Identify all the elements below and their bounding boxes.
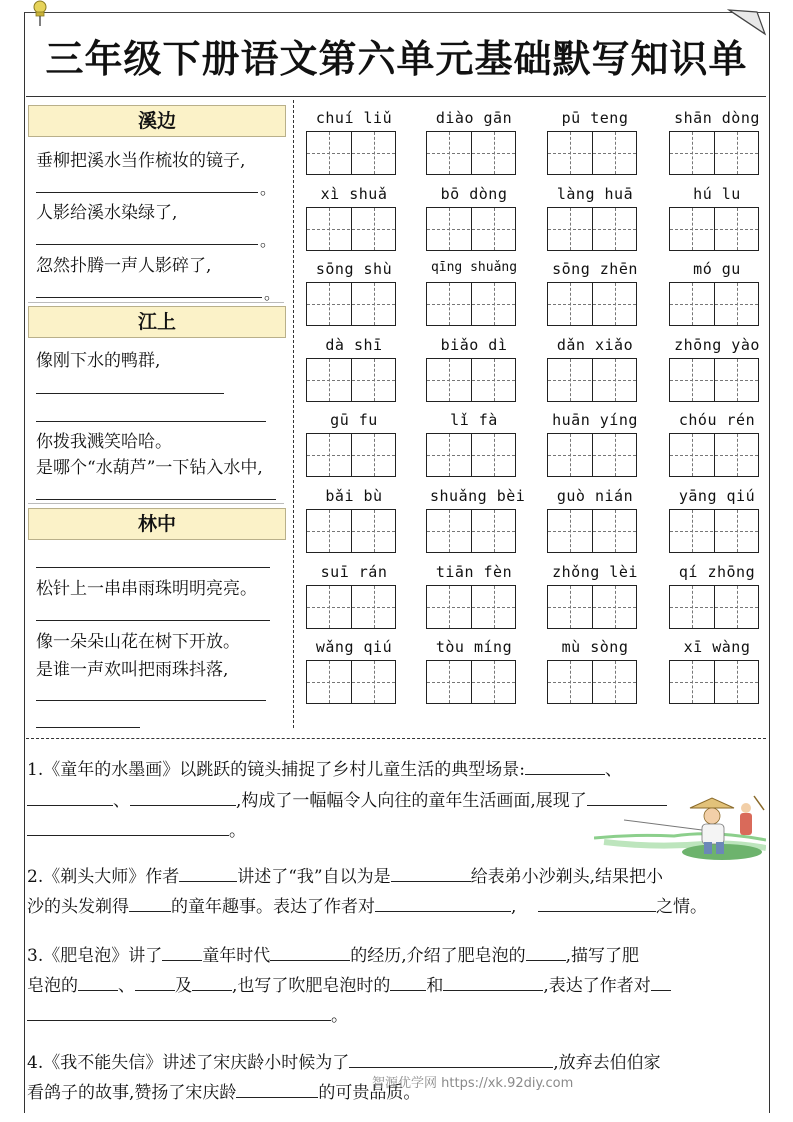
pinyin-label: guò nián [556, 487, 634, 505]
character-writing-grid[interactable] [547, 509, 637, 553]
fill-blank[interactable] [36, 727, 140, 728]
pinyin-label: zhōng yào [674, 335, 760, 354]
fill-blank[interactable] [27, 818, 229, 836]
character-writing-grid[interactable] [547, 660, 637, 704]
fill-blank[interactable] [179, 864, 237, 882]
fill-blank[interactable] [526, 943, 566, 961]
pinyin-label: zhǒng lèi [552, 562, 638, 581]
fill-blank[interactable] [36, 393, 224, 394]
question-3-line2: 皂泡的 、 及 ,也写了吹肥皂泡时的 和 ,表达了作者对 [27, 971, 671, 996]
pinyin-label: tiān fèn [435, 562, 513, 581]
character-writing-grid[interactable] [547, 282, 637, 326]
pinyin-label: qīng shuǎng [430, 260, 518, 276]
pinyin-label: bǎi bù [325, 487, 383, 505]
character-writing-grid[interactable] [426, 131, 516, 175]
pinyin-label: làng huā [556, 184, 634, 203]
boy-fishing-illustration [594, 790, 766, 868]
question-4-line1: 4.《我不能失信》讲述了宋庆龄小时候为了 ,放弃去伯伯家 [27, 1048, 661, 1073]
character-writing-grid[interactable] [547, 207, 637, 251]
character-writing-grid[interactable] [306, 585, 396, 629]
fill-blank[interactable] [130, 788, 236, 806]
character-writing-grid[interactable] [669, 207, 759, 251]
poem-line: 是哪个“水葫芦”一下钻入水中, [36, 458, 263, 478]
pinyin-label: yāng qiú [678, 487, 756, 505]
fill-blank[interactable] [162, 943, 202, 961]
character-writing-grid[interactable] [426, 433, 516, 477]
section-separator [28, 302, 284, 303]
fill-blank[interactable] [651, 973, 671, 991]
character-writing-grid[interactable] [669, 660, 759, 704]
character-writing-grid[interactable] [547, 433, 637, 477]
fill-blank[interactable] [270, 943, 350, 961]
pinyin-label: dà shī [325, 335, 383, 354]
character-writing-grid[interactable] [669, 282, 759, 326]
period-mark: 。 [264, 284, 281, 303]
fill-blank[interactable] [36, 244, 258, 245]
question-1-line2: 、 ,构成了一幅幅令人向往的童年生活画面,展现了 [27, 786, 667, 811]
poem-heading-xibian: 溪边 [28, 105, 286, 137]
character-writing-grid[interactable] [547, 131, 637, 175]
pinyin-label: wǎng qiú [315, 638, 393, 657]
poem-line: 是谁一声欢叫把雨珠抖落, [36, 660, 229, 680]
pushpin-icon [30, 0, 50, 26]
fill-blank[interactable] [129, 894, 171, 912]
pinyin-label: mó gu [693, 260, 741, 279]
fill-blank[interactable] [27, 1003, 331, 1021]
poem-line: 你拨我溅笑哈哈。 [36, 432, 172, 452]
character-writing-grid[interactable] [426, 509, 516, 553]
pinyin-label: chóu rén [678, 411, 756, 430]
character-writing-grid[interactable] [669, 358, 759, 402]
fill-blank[interactable] [443, 973, 543, 991]
character-writing-grid[interactable] [306, 207, 396, 251]
pinyin-label: hú lu [693, 184, 741, 203]
fill-blank[interactable] [391, 864, 471, 882]
poem-line: 松针上一串串雨珠明明亮亮。 [36, 579, 257, 599]
poem-heading-jiangshang: 江上 [28, 306, 286, 338]
fill-blank[interactable] [36, 700, 266, 701]
character-writing-grid[interactable] [547, 585, 637, 629]
fill-blank[interactable] [349, 1050, 553, 1068]
character-writing-grid[interactable] [306, 433, 396, 477]
pinyin-label: shuǎng bèi [430, 487, 526, 505]
pinyin-label: xì shuǎ [320, 184, 388, 203]
poem-line: 忽然扑腾一声人影碎了, [36, 256, 212, 276]
fill-blank[interactable] [36, 192, 258, 193]
poem-line: 像一朵朵山花在树下开放。 [36, 632, 240, 652]
pinyin-label: xī wàng [683, 638, 751, 657]
character-writing-grid[interactable] [306, 358, 396, 402]
poem-line: 垂柳把溪水当作梳妆的镜子, [36, 151, 246, 171]
fill-blank[interactable] [192, 973, 232, 991]
character-writing-grid[interactable] [669, 509, 759, 553]
fill-blank[interactable] [36, 620, 270, 621]
page-title: 三年级下册语文第六单元基础默写知识单 [45, 37, 748, 81]
fill-blank[interactable] [27, 788, 113, 806]
character-writing-grid[interactable] [426, 358, 516, 402]
pinyin-label: suī rán [320, 562, 388, 581]
poem-line: 人影给溪水染绿了, [36, 203, 178, 223]
question-3-line1: 3.《肥皂泡》讲了 童年时代 的经历,介绍了肥皂泡的 ,描写了肥 [27, 941, 639, 966]
pinyin-label: huān yíng [552, 411, 638, 430]
character-writing-grid[interactable] [306, 660, 396, 704]
fill-blank[interactable] [538, 894, 656, 912]
fill-blank[interactable] [36, 297, 262, 298]
pinyin-label: gū fu [330, 411, 378, 430]
fill-blank[interactable] [78, 973, 118, 991]
pinyin-label: tòu míng [435, 638, 513, 657]
question-3-line3: 。 [27, 1001, 348, 1026]
fill-blank[interactable] [375, 894, 511, 912]
poem-line: 像刚下水的鸭群, [36, 351, 161, 371]
pinyin-label: bō dòng [440, 184, 508, 203]
pinyin-label: lǐ fà [450, 411, 498, 430]
fill-blank[interactable] [236, 1080, 318, 1098]
pinyin-label: shān dòng [674, 109, 760, 127]
pinyin-label: biǎo dì [440, 335, 508, 354]
character-writing-grid[interactable] [426, 660, 516, 704]
question-4-line2: 看鸽子的故事,赞扬了宋庆龄 的可贵品质。 [27, 1078, 420, 1103]
section-separator [28, 503, 284, 504]
question-2-line1: 2.《剃头大师》作者 讲述了“我”自以为是 给表弟小沙剃头,结果把小 [27, 862, 663, 887]
character-writing-grid[interactable] [306, 131, 396, 175]
question-1-line3: 。 [27, 816, 246, 841]
watermark: 智源优学网 https://xk.92diy.com [372, 1076, 574, 1091]
horizontal-dashed-divider [26, 738, 766, 739]
pinyin-label: sōng zhēn [552, 260, 638, 279]
period-mark: 。 [260, 231, 277, 250]
fill-blank[interactable] [36, 499, 276, 500]
pinyin-label: diào gān [435, 109, 513, 127]
character-writing-grid[interactable] [306, 282, 396, 326]
question-2-line2: 沙的头发剃得 的童年趣事。表达了作者对 , 之情。 [27, 892, 707, 917]
character-writing-grid[interactable] [306, 509, 396, 553]
pinyin-label: pū teng [561, 109, 629, 127]
character-writing-grid[interactable] [426, 282, 516, 326]
character-writing-grid[interactable] [669, 433, 759, 477]
fill-blank[interactable] [36, 567, 270, 568]
character-writing-grid[interactable] [669, 585, 759, 629]
pinyin-label: dǎn xiǎo [556, 335, 634, 354]
pinyin-label: qí zhōng [678, 562, 756, 581]
pinyin-label: chuí liǔ [315, 109, 393, 127]
character-writing-grid[interactable] [669, 131, 759, 175]
character-writing-grid[interactable] [547, 358, 637, 402]
character-writing-grid[interactable] [426, 207, 516, 251]
vertical-dashed-divider [293, 100, 294, 728]
fill-blank[interactable] [390, 973, 426, 991]
character-writing-grid[interactable] [426, 585, 516, 629]
period-mark: 。 [260, 179, 277, 198]
pinyin-label: mù sòng [561, 638, 629, 657]
fill-blank[interactable] [525, 757, 605, 775]
title-divider [26, 96, 766, 97]
fill-blank[interactable] [36, 421, 266, 422]
poem-heading-linzhong: 林中 [28, 508, 286, 540]
pinyin-label: sōng shù [315, 260, 393, 279]
fill-blank[interactable] [135, 973, 175, 991]
question-1-line1: 1.《童年的水墨画》以跳跃的镜头捕捉了乡村儿童生活的典型场景: 、 [27, 755, 622, 780]
